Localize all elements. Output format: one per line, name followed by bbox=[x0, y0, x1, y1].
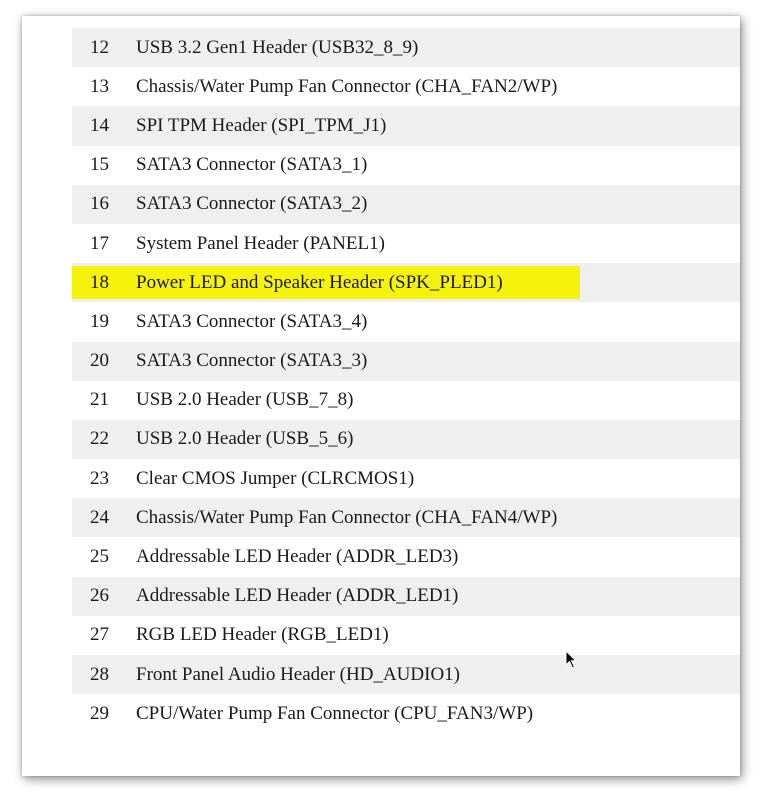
row-number: 29 bbox=[90, 702, 109, 724]
table-row bbox=[72, 459, 740, 498]
table-row bbox=[72, 185, 740, 224]
row-description: USB 2.0 Header (USB_5_6) bbox=[136, 428, 354, 450]
row-number: 26 bbox=[90, 585, 109, 607]
table-row bbox=[72, 381, 740, 420]
table-row bbox=[72, 342, 740, 381]
row-number: 18 bbox=[90, 271, 109, 293]
row-description: System Panel Header (PANEL1) bbox=[136, 232, 385, 254]
table-row bbox=[72, 28, 740, 67]
row-number: 20 bbox=[90, 350, 109, 372]
table-row bbox=[72, 146, 740, 185]
mouse-pointer-icon bbox=[565, 650, 579, 670]
row-number: 27 bbox=[90, 624, 109, 646]
row-number: 15 bbox=[90, 154, 109, 176]
row-description: Addressable LED Header (ADDR_LED3) bbox=[136, 546, 459, 568]
row-number: 24 bbox=[90, 506, 109, 528]
row-description: Chassis/Water Pump Fan Connector (CHA_FAN2/WP) bbox=[136, 75, 558, 97]
row-description: USB 3.2 Gen1 Header (USB32_8_9) bbox=[136, 36, 419, 58]
table-row bbox=[72, 616, 740, 655]
table-row bbox=[72, 420, 740, 459]
row-number: 25 bbox=[90, 546, 109, 568]
row-description: Front Panel Audio Header (HD_AUDIO1) bbox=[136, 663, 460, 685]
row-description: Clear CMOS Jumper (CLRCMOS1) bbox=[136, 467, 415, 489]
row-number: 21 bbox=[90, 389, 109, 411]
row-number: 13 bbox=[90, 75, 109, 97]
row-number: 17 bbox=[90, 232, 109, 254]
row-number: 14 bbox=[90, 114, 109, 136]
row-description: Chassis/Water Pump Fan Connector (CHA_FAN4/WP) bbox=[136, 506, 558, 528]
table-row bbox=[72, 498, 740, 537]
table-row bbox=[72, 106, 740, 145]
row-description: SATA3 Connector (SATA3_3) bbox=[136, 350, 368, 372]
row-description: CPU/Water Pump Fan Connector (CPU_FAN3/WP) bbox=[136, 702, 534, 724]
table-row bbox=[72, 694, 740, 733]
row-number: 28 bbox=[90, 663, 109, 685]
connector-table bbox=[72, 28, 740, 733]
row-description: USB 2.0 Header (USB_7_8) bbox=[136, 389, 354, 411]
table-row bbox=[72, 577, 740, 616]
row-description: Power LED and Speaker Header (SPK_PLED1) bbox=[136, 271, 503, 293]
row-description: Addressable LED Header (ADDR_LED1) bbox=[136, 585, 459, 607]
table-row bbox=[72, 67, 740, 106]
row-description: SATA3 Connector (SATA3_2) bbox=[136, 193, 368, 215]
table-row bbox=[72, 224, 740, 263]
row-description: SATA3 Connector (SATA3_1) bbox=[136, 154, 368, 176]
document-page bbox=[22, 16, 740, 776]
row-number: 22 bbox=[90, 428, 109, 450]
row-number: 12 bbox=[90, 36, 109, 58]
row-number: 19 bbox=[90, 310, 109, 332]
row-number: 16 bbox=[90, 193, 109, 215]
table-row bbox=[72, 655, 740, 694]
row-description: SPI TPM Header (SPI_TPM_J1) bbox=[136, 114, 387, 136]
table-row bbox=[72, 263, 740, 302]
row-description: SATA3 Connector (SATA3_4) bbox=[136, 310, 368, 332]
row-description: RGB LED Header (RGB_LED1) bbox=[136, 624, 389, 646]
table-row bbox=[72, 537, 740, 576]
row-number: 23 bbox=[90, 467, 109, 489]
table-row bbox=[72, 302, 740, 341]
